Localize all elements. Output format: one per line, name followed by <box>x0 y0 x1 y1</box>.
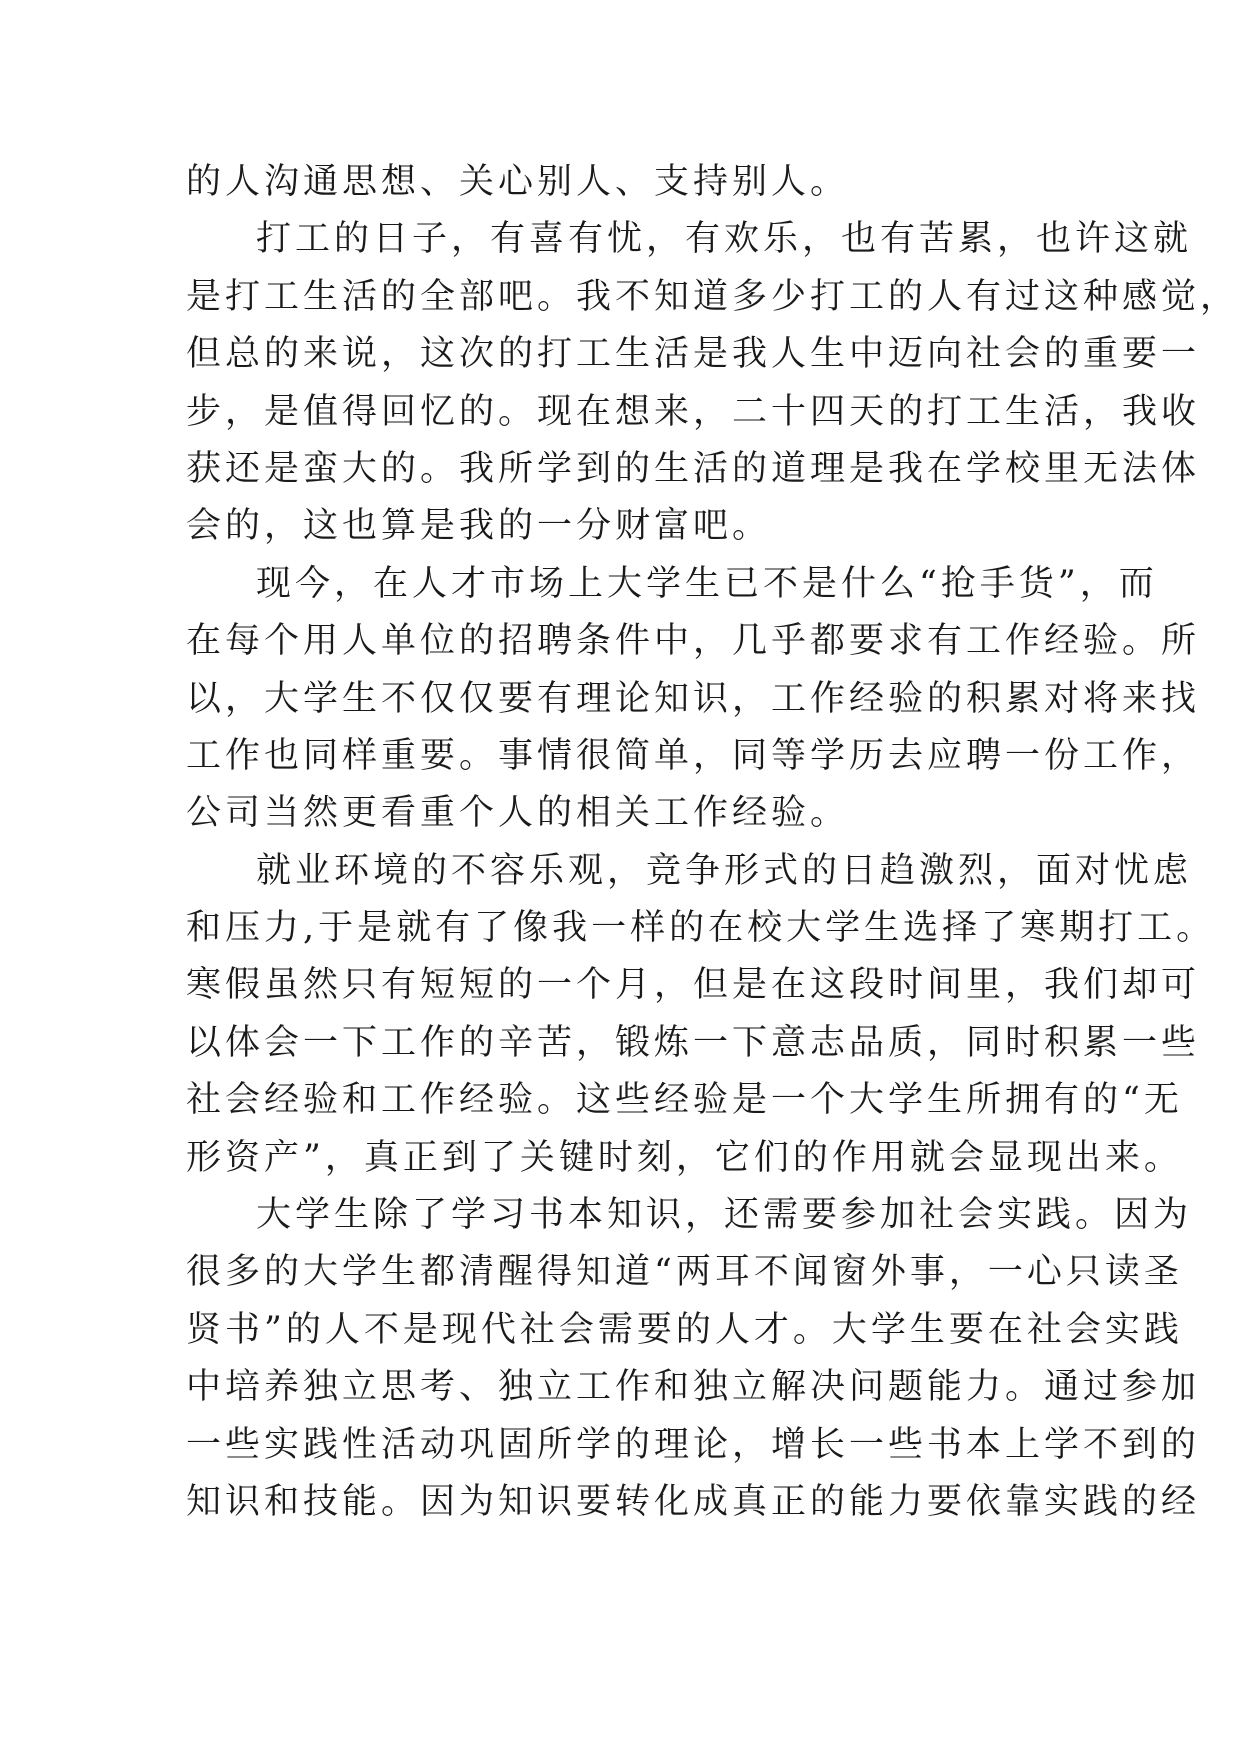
paragraph-first-line: 现今，在人才市场上大学生已不是什么“抢手货”，而 <box>256 563 1158 604</box>
text-line: 知识和技能。因为知识要转化成真正的能力要依靠实践的经 <box>186 1481 1201 1522</box>
text-line: 一些实践性活动巩固所学的理论，增长一些书本上学不到的 <box>186 1424 1201 1465</box>
text-line: 但总的来说，这次的打工生活是我人生中迈向社会的重要一 <box>186 334 1201 375</box>
text-line: 以体会一下工作的辛苦，锻炼一下意志品质，同时积累一些 <box>186 1022 1201 1063</box>
text-line: 形资产”，真正到了关键时刻，它们的作用就会显现出来。 <box>186 1137 1183 1178</box>
text-line: 步，是值得回忆的。现在想来，二十四天的打工生活，我收 <box>186 391 1201 432</box>
text-line: 中培养独立思考、独立工作和独立解决问题能力。通过参加 <box>186 1367 1201 1408</box>
text-line: 以，大学生不仅仅要有理论知识，工作经验的积累对将来找 <box>186 678 1201 719</box>
text-line: 公司当然更看重个人的相关工作经验。 <box>186 793 850 834</box>
body-text <box>186 154 1240 1531</box>
text-line: 的人沟通思想、关心别人、支持别人。 <box>186 162 850 202</box>
text-line: 工作也同样重要。事情很简单，同等学历去应聘一份工作， <box>186 735 1201 776</box>
text-line: 和压力,于是就有了像我一样的在校大学生选择了寒期打工。 <box>186 908 1216 949</box>
text-line: 在每个用人单位的招聘条件中，几乎都要求有工作经验。所 <box>186 621 1201 662</box>
paragraph-first-line: 就业环境的不容乐观，竞争形式的日趋激烈，面对忧虑 <box>256 850 1193 891</box>
text-line: 贤书”的人不是现代社会需要的人才。大学生要在社会实践 <box>186 1309 1183 1350</box>
paragraph-first-line: 打工的日子，有喜有忧，有欢乐，也有苦累，也许这就 <box>256 219 1193 260</box>
text-line: 很多的大学生都清醒得知道“两耳不闻窗外事，一心只读圣 <box>186 1252 1183 1293</box>
text-line: 获还是蛮大的。我所学到的生活的道理是我在学校里无法体 <box>186 448 1201 489</box>
text-line: 社会经验和工作经验。这些经验是一个大学生所拥有的“无 <box>186 1080 1183 1121</box>
text-line: 寒假虽然只有短短的一个月，但是在这段时间里，我们却可 <box>186 965 1201 1006</box>
text-line: 会的，这也算是我的一分财富吧。 <box>186 506 772 547</box>
text-line: 是打工生活的全部吧。我不知道多少打工的人有过这种感觉， <box>186 276 1240 317</box>
paragraph-first-line: 大学生除了学习书本知识，还需要参加社会实践。因为 <box>256 1195 1193 1236</box>
